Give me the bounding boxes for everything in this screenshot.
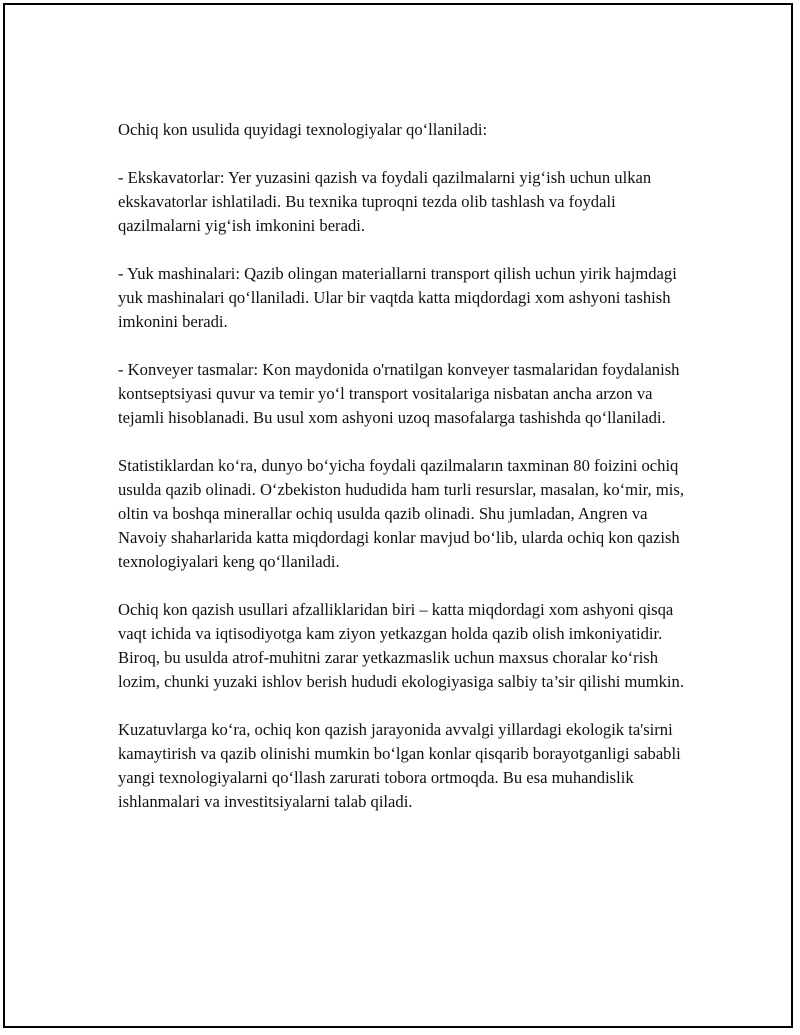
statistics-paragraph: Statistiklardan ko‘ra, dunyo bo‘yicha foydali qazilmaların taxminan 80 foizini ochiq usulda qazib olinadi. O‘zbekiston hududida ham turli resurslar, masalan, ko‘mir, mis, oltin va boshqa minerallar ochiq usulda qazib olinadi. Shu jumladan, Angren va Navoiy shaharlarida katta miqdordagi konlar mavjud bo‘lib, ularda ochiq kon qazish texnologiyalari keng qo‘llaniladi. — [118, 456, 684, 571]
intro-paragraph: Ochiq kon usulida quyidagi texnologiyalar qo‘llaniladi: — [118, 120, 488, 139]
conveyor-paragraph: - Konveyer tasmalar: Kon maydonida o'rnatilgan konveyer tasmalaridan foydalanish kontseptsiyasi quvur va temir yo‘l transport vositalariga nisbatan ancha arzon va tejamli hisoblanadi. Bu usul xom ashyoni uzoq masofalarga tashishda qo‘llaniladi. — [118, 360, 680, 427]
document-body — [118, 118, 690, 838]
excavators-paragraph: - Ekskavatorlar: Yer yuzasini qazish va foydali qazilmalarni yig‘ish uchun ulkan ekskavatorlar ishlatiladi. Bu texnika tuproqni tezda olib tashlash va foydali qazilmalarni yig‘ish imkonini beradi. — [118, 168, 652, 235]
advantages-paragraph: Ochiq kon qazish usullari afzalliklaridan biri – katta miqdordagi xom ashyoni qisqa vaqt ichida va iqtisodiyotga kam ziyon yetkazgan holda qazib olish imkoniyatidir. Biroq, bu usulda atrof-muhitni zarar yetkazmaslik uchun maxsus choralar ko‘rish lozim, chunki yuzaki ishlov berish hududi ekologiyasiga salbiy ta’sir qilishi mumkin. — [118, 600, 684, 691]
trucks-paragraph: - Yuk mashinalari: Qazib olingan materiallarni transport qilish uchun yirik hajmdagi yuk mashinalari qo‘llaniladi. Ular bir vaqtda katta miqdordagi xom ashyoni tashish imkonini beradi. — [118, 264, 677, 331]
observations-paragraph: Kuzatuvlarga ko‘ra, ochiq kon qazish jarayonida avvalgi yillardagi ekologik ta'sirni kamaytirish va qazib olinishi mumkin bo‘lgan konlar qisqarib borayotganligi sababli yangi texnologiyalarni qo‘llash zarurati tobora ortmoqda. Bu esa muhandislik ishlanmalari va investitsiyalarni talab qiladi. — [118, 720, 681, 811]
